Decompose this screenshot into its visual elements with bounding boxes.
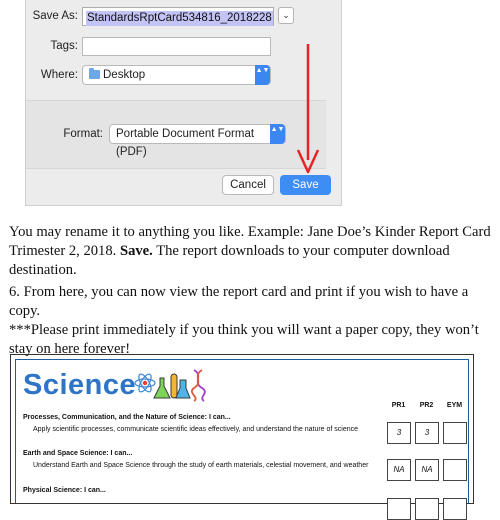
format-select[interactable] (109, 124, 286, 158)
print-instruction (9, 283, 494, 359)
section-heading: Earth and Space Science: I can... (23, 450, 133, 457)
select-arrows-icon: ▲▼ (255, 65, 270, 85)
file-name-text: StandardsRptCard534816_2018228 (87, 12, 272, 24)
folder-icon (89, 70, 100, 79)
grade-cell: 3 (387, 422, 411, 444)
grade-cell (443, 498, 467, 520)
save-button[interactable]: Save (280, 175, 331, 195)
column-header-pr2: PR2 (419, 402, 434, 409)
tags-label: Tags: (50, 40, 78, 52)
section-description: Understand Earth and Space Science through the study of earth materials, celestial movement, and weather (33, 462, 369, 469)
grade-cell (415, 498, 439, 520)
column-header-pr1: PR1 (391, 402, 406, 409)
select-arrows-icon: ▲▼ (270, 124, 285, 144)
section-description: Apply scientific processes, communicate scientific ideas effectively, and understand the nature of science (33, 426, 359, 433)
tags-input[interactable] (82, 37, 271, 56)
expand-dialog-button[interactable] (278, 7, 294, 24)
format-label: Format: (63, 128, 103, 140)
cancel-button[interactable]: Cancel (222, 175, 274, 195)
chevron-down-icon: ⌄ (282, 10, 290, 20)
grade-cell: NA (387, 459, 411, 481)
download-text: The report downloads to your computer download destination. (9, 243, 450, 278)
column-header-eym: EYM (446, 402, 463, 409)
grade-cell: NA (415, 459, 439, 481)
science-clipart-icon (132, 366, 212, 402)
grade-cell (387, 498, 411, 520)
format-value: Portable Document Format (PDF) (116, 128, 255, 158)
rename-instruction (9, 223, 494, 280)
report-card-image (10, 354, 474, 504)
save-word: Save. (119, 243, 153, 259)
where-value: Desktop (103, 69, 146, 81)
report-card-frame (15, 359, 469, 503)
step6-text: 6. From here, you can now view the report card and print if you wish to have a copy. (9, 284, 469, 319)
where-label: Where: (40, 69, 78, 81)
grade-cell (443, 459, 467, 481)
section-heading: Processes, Communication, and the Nature of Science: I can... (23, 414, 231, 421)
grade-cell: 3 (415, 422, 439, 444)
red-arrow-annotation (293, 42, 323, 182)
save-as-label: Save As: (32, 10, 78, 22)
science-title: Science (23, 369, 137, 401)
file-name-input[interactable] (82, 7, 274, 26)
section-heading: Physical Science: I can... (23, 487, 106, 494)
where-select[interactable] (82, 65, 271, 85)
print-note: ***Please print immediately if you think you will want a paper copy, they won’t stay on here forever! (9, 322, 479, 357)
grade-cell (443, 422, 467, 444)
rename-text: You may rename it to anything you like. Example: Jane Doe’s Kinder Report Card Trimester 2, 2018. (9, 224, 491, 259)
